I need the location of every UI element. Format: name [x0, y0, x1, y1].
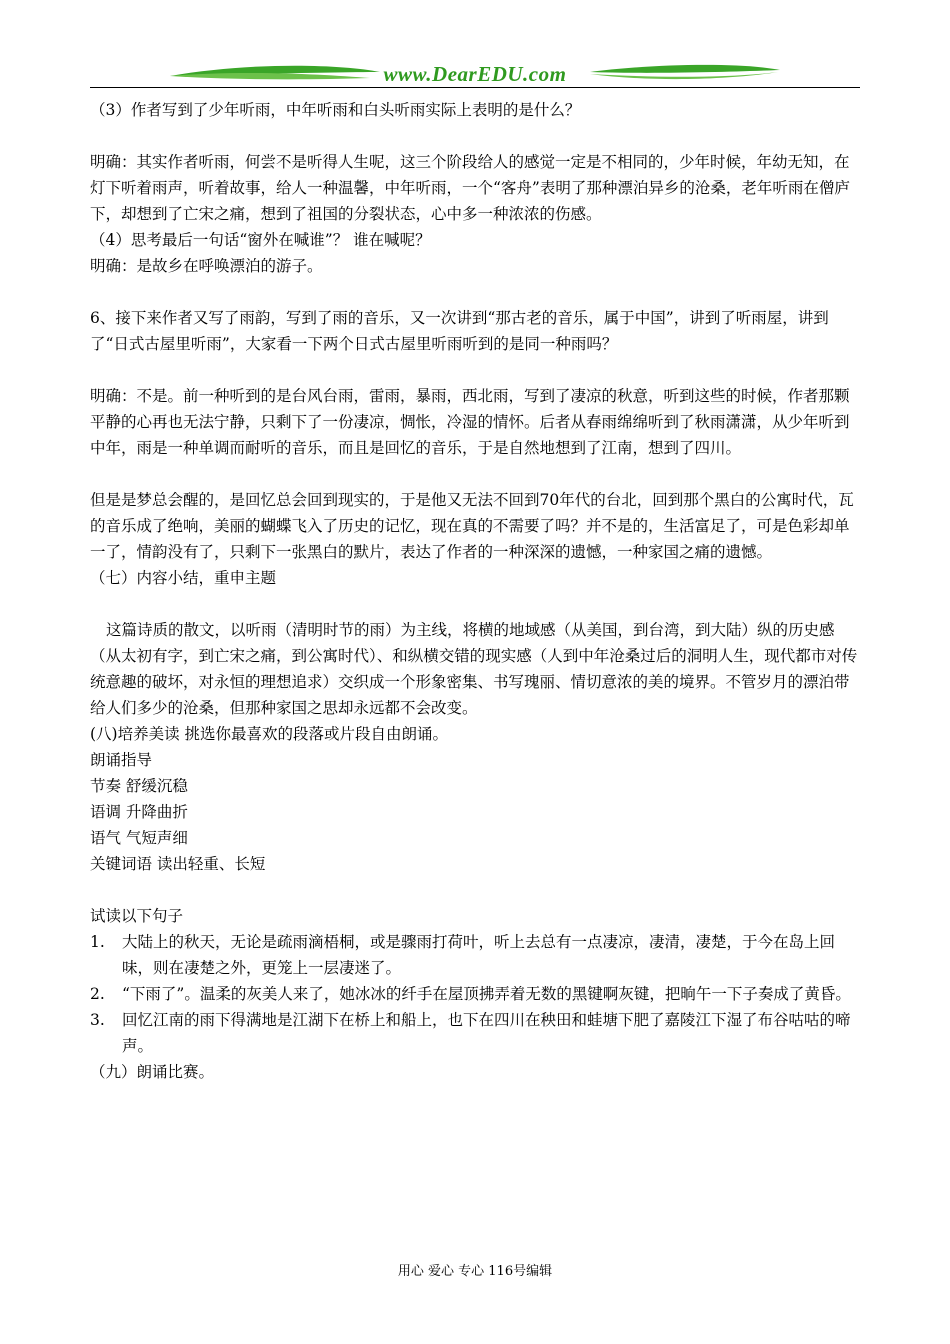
practice-sentences-title: 试读以下句子 — [90, 907, 184, 925]
recitation-guide-title: 朗诵指导 — [90, 751, 153, 769]
list-item — [90, 1007, 862, 1059]
page-footer: 用心 爱心 专心 116号编辑 — [397, 1264, 553, 1279]
section-9-heading: （九）朗诵比赛。 — [90, 1063, 215, 1081]
guide-intonation: 语调 升降曲折 — [90, 803, 188, 821]
section-8-heading: (八)培养美读 挑选你最喜欢的段落或片段自由朗诵。 — [90, 725, 449, 743]
guide-tone: 语气 气短声细 — [90, 829, 188, 847]
list-item — [90, 929, 862, 981]
document-body — [90, 97, 862, 1085]
list-item-text: 大陆上的秋天，无论是疏雨滴梧桐，或是骤雨打荷叶，听上去总有一点凄凉，凄清，凄楚，于今在岛上回味，则在凄楚之外，更笼上一层凄迷了。 — [122, 933, 836, 977]
list-item-text: “下雨了”。温柔的灰美人来了，她冰冰的纤手在屋顶拂弄着无数的黑键啊灰键，把晌午一下子奏成了黄昏。 — [122, 985, 851, 1003]
reflection-paragraph: 但是是梦总会醒的，是回忆总会回到现实的，于是他又无法不回到70年代的台北，回到那个黑白的公寓时代，瓦的音乐成了绝响，美丽的蝴蝶飞入了历史的记忆，现在真的不需要了吗？并不是的，生活富足了，可是色彩却单一了，情韵没有了，只剩下一张黑白的默片，表达了作者的一种深深的遗憾，一种家国之痛的遗憾。 — [90, 491, 854, 561]
header-rule — [90, 87, 860, 88]
list-item-text: 回忆江南的雨下得满地是江湖下在桥上和船上，也下在四川在秧田和蛙塘下肥了嘉陵江下湿了布谷咕咕的啼声。 — [122, 1011, 851, 1055]
question-4: （4）思考最后一句话“窗外在喊谁”？ 谁在喊呢？ — [90, 231, 431, 249]
section-6-answer: 明确：不是。前一种听到的是台风台雨，雷雨，暴雨，西北雨，写到了凄凉的秋意，听到这些的时候，作者那颗平静的心再也无法宁静，只剩下了一份凄凉，惆怅，冷湿的情怀。后者从春雨绵绵听到了秋雨潇潇，从少年听到中年，雨是一种单调而耐听的音乐，而且是回忆的音乐，于是自然地想到了江南，想到了四川。 — [90, 387, 850, 457]
answer-4: 明确：是故乡在呼唤漂泊的游子。 — [90, 257, 323, 275]
answer-3: 明确：其实作者听雨，何尝不是听得人生呢，这三个阶段给人的感觉一定是不相同的，少年时候，年幼无知，在灯下听着雨声，听着故事，给人一种温馨，中年听雨，一个“客舟”表明了那种漂泊异乡的沧桑，老年听雨在僧庐下，却想到了亡宋之痛，想到了祖国的分裂状态，心中多一种浓浓的伤感。 — [90, 153, 850, 223]
guide-keywords: 关键词语 读出轻重、长短 — [90, 855, 266, 873]
section-7-heading: （七）内容小结，重申主题 — [90, 569, 277, 587]
question-3: （3）作者写到了少年听雨，中年听雨和白头听雨实际上表明的是什么？ — [90, 101, 581, 119]
section-6-question: 6、接下来作者又写了雨韵，写到了雨的音乐，又一次讲到“那古老的音乐，属于中国”，讲到了听雨屋，讲到了“日式古屋里听雨”，大家看一下两个日式古屋里听雨听到的是同一种雨吗？ — [90, 309, 829, 353]
page-header — [90, 58, 860, 92]
site-logo-text: www.DearEDU.com — [383, 62, 567, 86]
list-item-number: 1. — [90, 933, 105, 951]
list-item-number: 2. — [90, 985, 105, 1003]
list-item-number: 3. — [90, 1011, 105, 1029]
summary-paragraph: 这篇诗质的散文，以听雨（清明时节的雨）为主线，将横的地域感（从美国，到台湾，到大陆）纵的历史感（从太初有字，到亡宋之痛，到公寓时代）、和纵横交错的现实感（人到中年沧桑过后的洞明人生，现代都市对传统意趣的破坏，对永恒的理想追求）交织成一个形象密集、书写瑰丽、情切意浓的美的境界。不管岁月的漂泊带给人们多少的沧桑，但那种家国之思却永远都不会改变。 — [90, 621, 858, 717]
list-item — [90, 981, 862, 1007]
guide-rhythm: 节奏 舒缓沉稳 — [90, 777, 188, 795]
